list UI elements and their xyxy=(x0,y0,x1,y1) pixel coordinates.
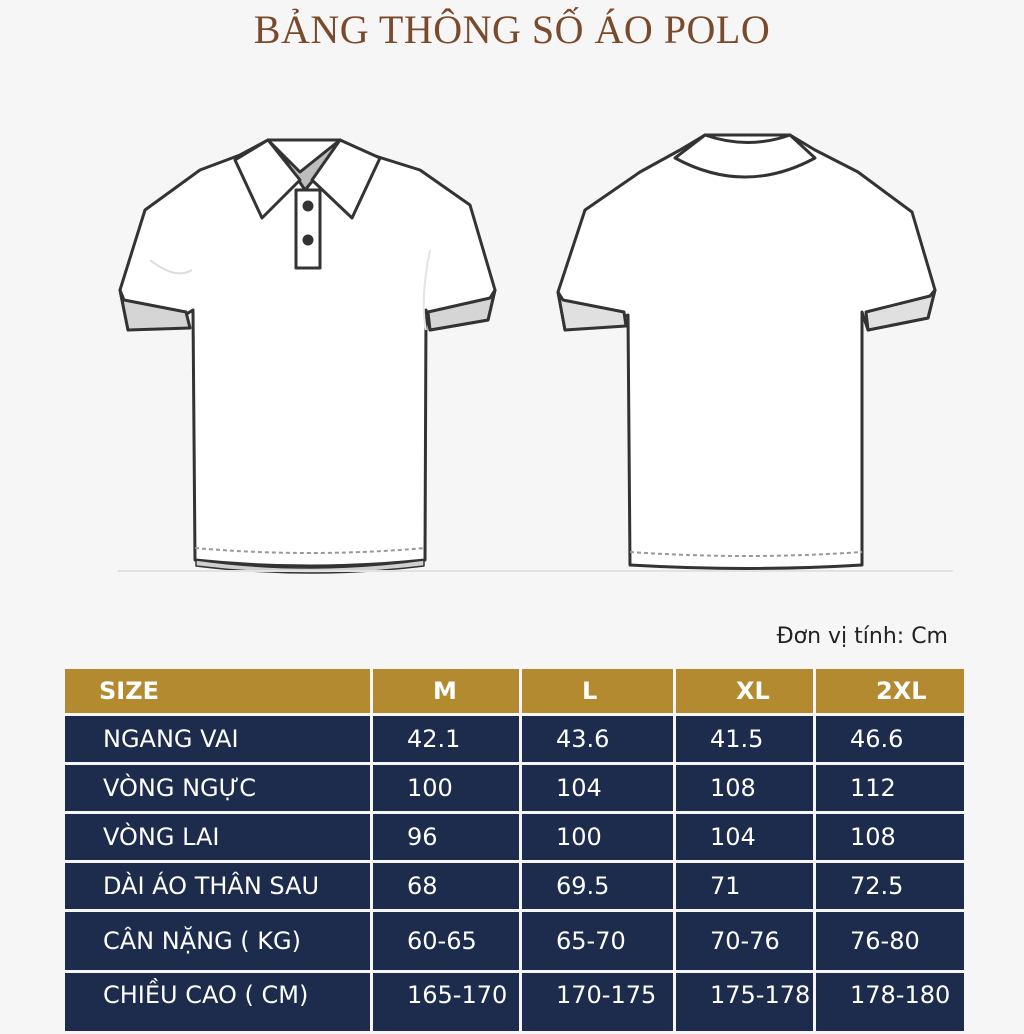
cell-m: 96 xyxy=(373,814,519,860)
cell-l: 43.6 xyxy=(522,716,673,762)
cell-l: 69.5 xyxy=(522,863,673,909)
page-title: BẢNG THÔNG SỐ ÁO POLO xyxy=(253,7,771,52)
cell-xl: 104 xyxy=(676,814,813,860)
cell-m: 68 xyxy=(373,863,519,909)
cell-l: 170-175 xyxy=(522,973,673,1031)
cell-m: 60-65 xyxy=(373,912,519,970)
table-row xyxy=(65,863,964,909)
table-row xyxy=(65,765,964,811)
row-label: NGANG VAI xyxy=(65,716,370,762)
row-label: CÂN NẶNG ( KG) xyxy=(65,912,370,970)
polo-back-image xyxy=(558,135,935,569)
ground-line xyxy=(118,570,953,572)
cell-xl: 175-178 xyxy=(676,973,813,1031)
header-2xl: 2XL xyxy=(816,669,964,713)
cell-m: 165-170 xyxy=(373,973,519,1031)
cell-2xl: 46.6 xyxy=(816,716,964,762)
cell-2xl: 178-180 xyxy=(816,973,964,1031)
header-xl: XL xyxy=(676,669,813,713)
row-label: CHIỀU CAO ( CM) xyxy=(65,973,370,1031)
cell-xl: 41.5 xyxy=(676,716,813,762)
header-size: SIZE xyxy=(65,669,370,713)
row-label: VÒNG LAI xyxy=(65,814,370,860)
polo-front-image xyxy=(120,140,495,573)
cell-xl: 70-76 xyxy=(676,912,813,970)
header-l: L xyxy=(522,669,673,713)
table-row xyxy=(65,814,964,860)
cell-l: 100 xyxy=(522,814,673,860)
cell-m: 100 xyxy=(373,765,519,811)
row-label: DÀI ÁO THÂN SAU xyxy=(65,863,370,909)
cell-2xl: 72.5 xyxy=(816,863,964,909)
table-row xyxy=(65,716,964,762)
row-label: VÒNG NGỰC xyxy=(65,765,370,811)
cell-2xl: 112 xyxy=(816,765,964,811)
table-row xyxy=(65,973,964,1031)
cell-m: 42.1 xyxy=(373,716,519,762)
cell-l: 65-70 xyxy=(522,912,673,970)
cell-2xl: 108 xyxy=(816,814,964,860)
unit-note: Đơn vị tính: Cm xyxy=(776,624,948,649)
size-chart-table xyxy=(62,666,967,1034)
header-m: M xyxy=(373,669,519,713)
cell-xl: 71 xyxy=(676,863,813,909)
cell-xl: 108 xyxy=(676,765,813,811)
table-row xyxy=(65,912,964,970)
cell-2xl: 76-80 xyxy=(816,912,964,970)
cell-l: 104 xyxy=(522,765,673,811)
table-header-row xyxy=(65,669,964,713)
